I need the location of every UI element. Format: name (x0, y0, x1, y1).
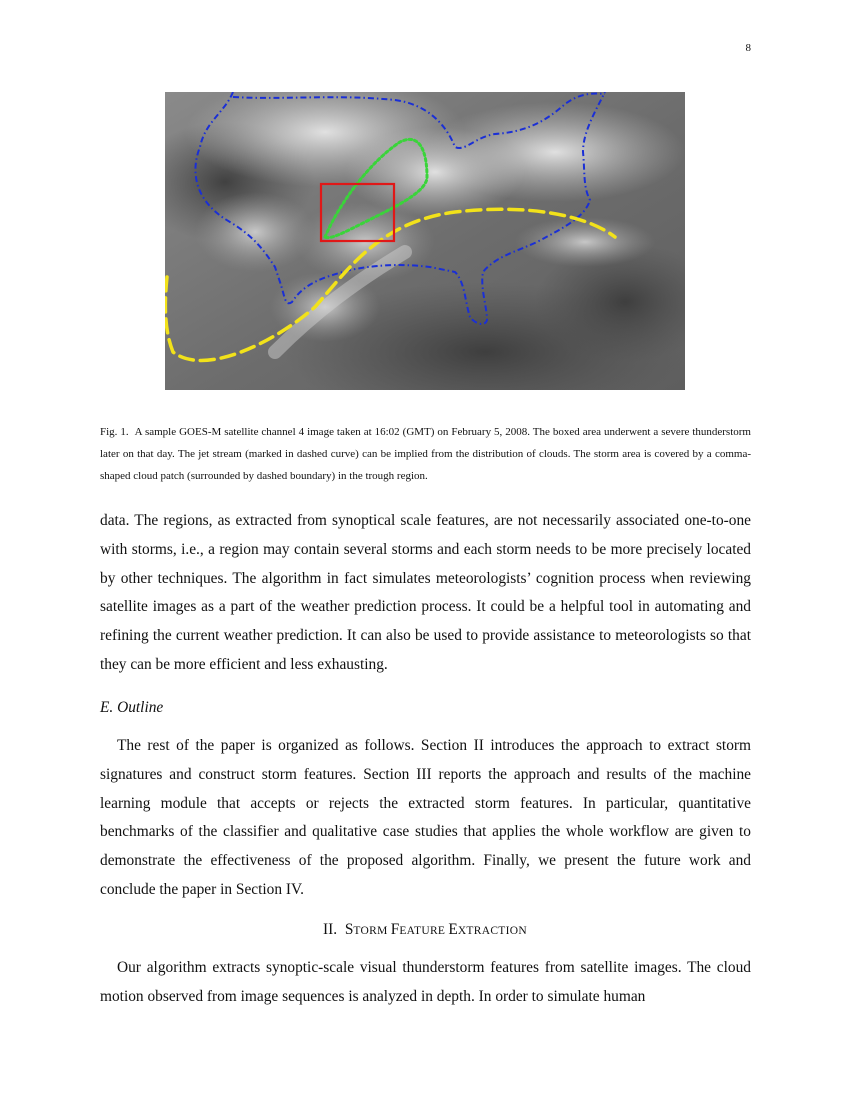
section-title: STORM FEATURE EXTRACTION (344, 921, 527, 938)
body-paragraph-1: data. The regions, as extracted from synoptical scale features, are not necessarily associated one-to-one with storms, i.e., a region may contain several storms and each storm needs to be more precisely located by other techniques. The algorithm in fact simulates meteorologists’ cognition process when reviewing satellite images as a part of the weather prediction process. It could be a helpful tool in automating and refining the current weather prediction. It can also be used to provide assistance to meteorologists so that they can be more efficient and less exhausting. (100, 512, 751, 673)
caption-text: A sample GOES-M satellite channel 4 image taken at 16:02 (GMT) on February 5, 2008. The boxed area underwent a severe thunderstorm later on that day. The jet stream (marked in dashed curve) can be implied from the distribution of clouds. The storm area is covered by a comma-shaped cloud patch (surrounded by dashed boundary) in the trough region. (100, 426, 751, 482)
caption-label: Fig. 1. (100, 426, 129, 438)
section-number: II. (323, 921, 338, 938)
section-heading (0, 921, 850, 939)
body-paragraph-3: Our algorithm extracts synoptic-scale visual thunderstorm features from satellite images. The cloud motion observed from image sequences is analyzed in depth. In order to simulate human (100, 959, 751, 1005)
cloud-mass-west (195, 192, 315, 272)
satellite-figure (165, 92, 685, 390)
page-number: 8 (745, 42, 751, 54)
satellite-image (165, 92, 685, 390)
cloud-streak-east (515, 217, 655, 267)
figure-caption (100, 421, 751, 487)
cloud-mass-northeast (425, 102, 685, 202)
subsection-heading: E. Outline (100, 699, 164, 716)
body-paragraph-2: The rest of the paper is organized as follows. Section II introduces the approach to extract storm signatures and construct storm features. Section III reports the approach and results of the machine learning module that accepts or rejects the extracted storm features. In particular, quantitative benchmarks of the classifier and qualitative case studies that applies the whole workflow are given to demonstrate the effectiveness of the proposed algorithm. Finally, we present the future work and conclude the paper in Section IV. (100, 737, 751, 898)
